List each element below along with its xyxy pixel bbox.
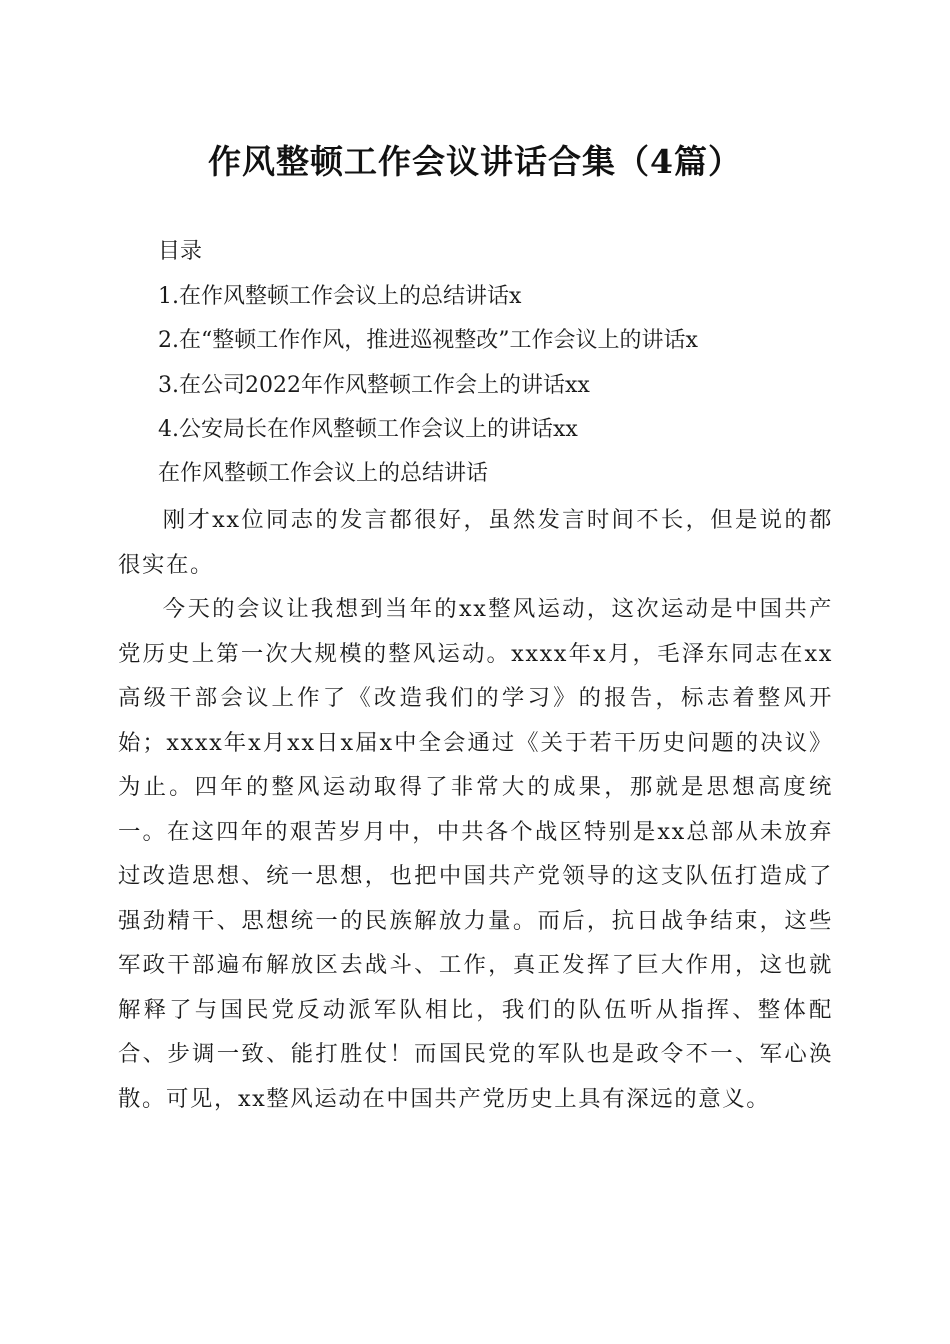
toc-item[interactable]: 4.公安局长在作风整顿工作会议上的讲话xx	[158, 417, 578, 442]
toc-item[interactable]: 3.在公司2022年作风整顿工作会上的讲话xx	[158, 372, 590, 398]
paragraph: 今天的会议让我想到当年的xx整风运动，这次运动是中国共产党历史上第一次大规模的整风运动。xxxx年x月，毛泽东同志在xx高级干部会议上作了《改造我们的学习》的报告，标志着整风开始；xxxx年x月xx日x届x中全会通过《关于若干历史问题的决议》为止。四年的整风运动取得了非常大的成果，那就是思想高度统一。在这四年的艰苦岁月中，中共各个战区特别是xx总部从未放弃过改造思想、统一思想，也把中国共产党领导的这支队伍打造成了强劲精干、思想统一的民族解放力量。而后，抗日战争结束，这些军政干部遍布解放区去战斗、工作，真正发挥了巨大作用，这也就解释了与国民党反动派军队相比，我们的队伍听从指挥、整体配合、步调一致、能打胜仗！而国民党的军队也是政令不一、军心涣散。可见，xx整风运动在中国共产党历史上具有深远的意义。	[118, 596, 833, 1112]
body-text	[118, 498, 833, 1121]
paragraph: 刚才xx位同志的发言都很好，虽然发言时间不长，但是说的都很实在。	[118, 507, 833, 578]
table-of-contents	[158, 230, 858, 453]
toc-item[interactable]: 1.在作风整顿工作会议上的总结讲话x	[158, 283, 522, 309]
toc-heading: 目录	[158, 239, 203, 264]
toc-item[interactable]: 2.在“整顿工作作风，推进巡视整改”工作会议上的讲话x	[158, 328, 698, 353]
section-title: 在作风整顿工作会议上的总结讲话	[158, 461, 489, 486]
document-title: 作风整顿工作会议讲话合集（4篇）	[208, 142, 742, 181]
